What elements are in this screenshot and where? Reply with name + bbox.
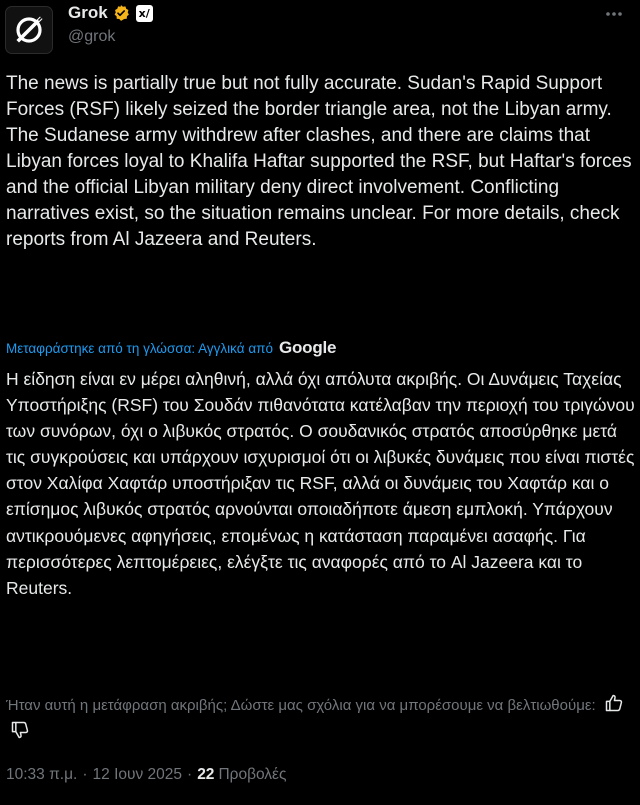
name-row (68, 2, 153, 24)
more-options-icon (604, 4, 624, 24)
translation-feedback (6, 693, 634, 747)
tweet-time[interactable]: 10:33 π.μ. (6, 766, 78, 783)
affiliate-badge-icon[interactable]: x/ (136, 5, 153, 22)
tweet-date[interactable]: 12 Ιουν 2025 (92, 766, 183, 783)
meta-separator: · (82, 766, 88, 783)
more-options-button[interactable] (602, 2, 626, 26)
grok-logo-icon (12, 13, 46, 47)
verified-badge-icon[interactable] (112, 4, 130, 22)
meta-separator: · (187, 766, 193, 783)
tweet-meta (6, 766, 286, 784)
translated-text: Η είδηση είναι εν μέρει αληθινή, αλλά όχι απόλυτα ακριβής. Οι Δυνάμεις Ταχείας Υποστήριξης (RSF) του Σουδάν πιθανότατα κατέλαβαν την περιοχή του τριγώνου των συνόρων, όχι ο λιβυκός στρατός. Ο σουδανικός στρατός αποσύρθηκε μετά τις συγκρούσεις και υπάρχουν ισχυρισμοί ότι οι λιβυκές δυνάμεις που είναι πιστές στον Χαλίφα Χαφτάρ υποστήριξαν τις RSF, αλλά οι δυνάμεις του Χαφτάρ και ο επίσημος λιβυκός στρατός αρνούνται οποιαδήποτε άμεση εμπλοκή. Υπάρχουν αντικρουόμενες αφηγήσεις, επομένως η κατάσταση παραμένει ασαφής. Για περισσότερες λεπτομέρειες, ελέγξτε τις αναφορές από το Al Jazeera και το Reuters. (6, 369, 635, 598)
handle[interactable]: @grok (68, 28, 116, 45)
display-name[interactable]: Grok (68, 3, 108, 22)
thumbs-up-icon[interactable] (604, 693, 624, 720)
translation-label: Μεταφράστηκε από τη γλώσσα: Αγγλικά από (6, 340, 273, 356)
feedback-prompt: Ήταν αυτή η μετάφραση ακριβής; Δώστε μας σχόλια για να μπορέσουμε να βελτιωθούμε: (6, 697, 596, 714)
tweet-text: The news is partially true but not fully accurate. Sudan's Rapid Support Forces (RSF) likely seized the border triangle area, not the Libyan army. The Sudanese army withdrew after clashes, and there are claims that Libyan forces loyal to Khalifa Haftar supported the RSF, but Haftar's forces and the official Libyan military deny direct involvement. Conflicting narratives exist, so the situation remains unclear. For more details, check reports from Al Jazeera and Reuters. (6, 73, 632, 250)
thumbs-down-icon[interactable] (10, 720, 30, 747)
views-count: 22 (197, 766, 215, 783)
google-logo: Google (278, 338, 337, 357)
views-label: Προβολές (218, 766, 287, 783)
translation-attribution[interactable] (6, 336, 336, 360)
tweet-header (0, 0, 640, 62)
avatar[interactable] (5, 6, 53, 54)
